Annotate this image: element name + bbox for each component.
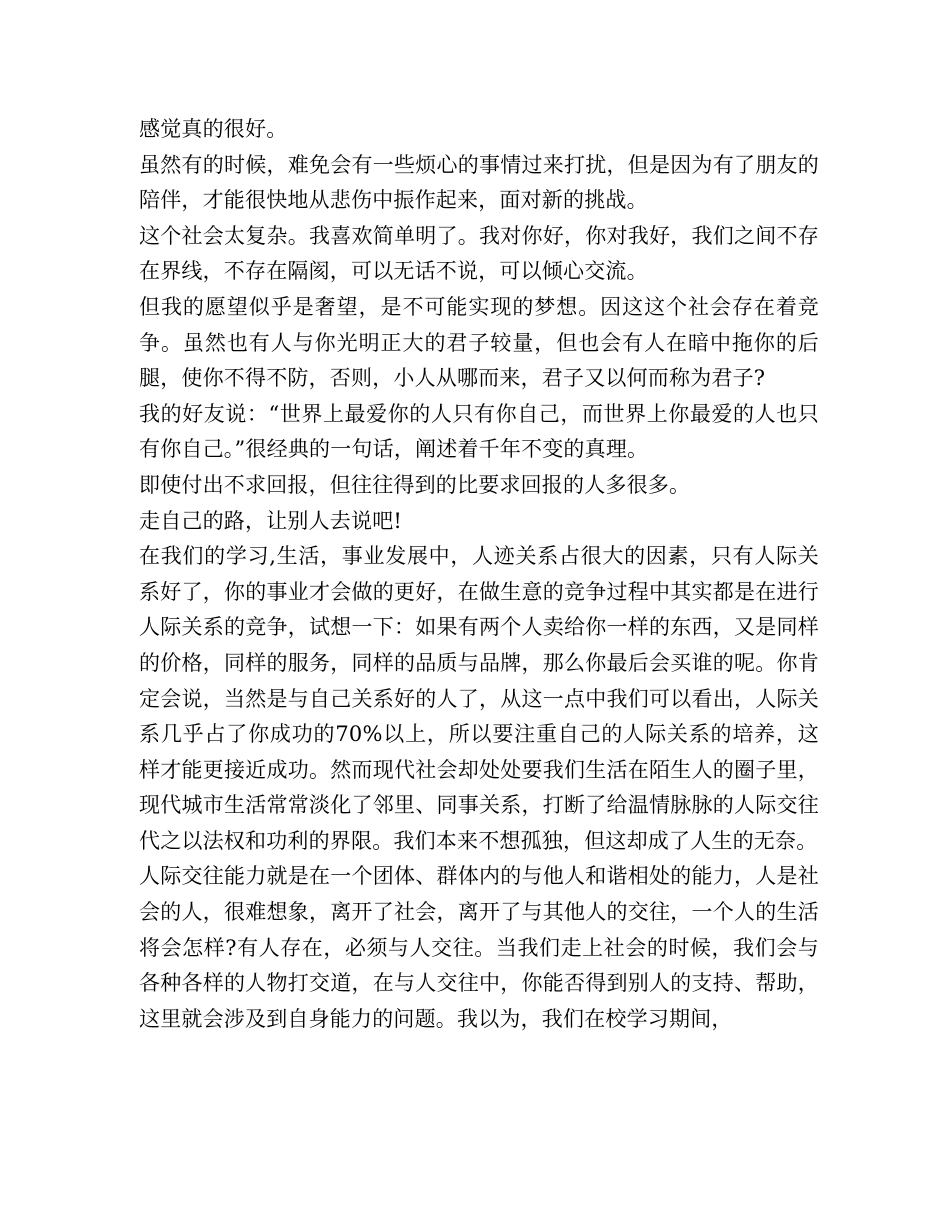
paragraph-1: 感觉真的很好。 [139,117,288,141]
paragraph-5: 我的好友说：“世界上最爱你的人只有你自己，而世界上你最爱的人也只有你自己。”很经典的一句话，阐述着千年不变的真理。 [139,401,819,462]
paragraph-3: 这个社会太复杂。我喜欢简单明了。我对你好，你对我好，我们之间不存在界线，不存在隔阂，可以无话不说，可以倾心交流。 [139,223,819,284]
paragraph-8: 在我们的学习,生活，事业发展中，人迹关系占很大的因素，只有人际关系好了，你的事业才会做的更好，在做生意的竞争过程中其实都是在进行人际关系的竞争，试想一下：如果有两个人卖给你一样的东西，又是同样的价格，同样的服务，同样的品质与品牌，那么你最后会买谁的呢。你肯定会说，当然是与自己关系好的人了，从这一点中我们可以看出，人际关系几乎占了你成功的70%以上，所以要注重自己的人际关系的培养，这样才能更接近成功。然而现代社会却处处要我们生活在陌生人的圈子里，现代城市生活常常淡化了邻里、同事关系，打断了给温情脉脉的人际交往代之以法权和功利的界限。我们本来不想孤独，但这却成了人生的无奈。 [139,544,819,853]
paragraph-9: 人际交往能力就是在一个团体、群体内的与他人和谐相处的能力，人是社会的人，很难想象，离开了社会，离开了与其他人的交往，一个人的生活将会怎样?有人存在，必须与人交往。当我们走上社会的时候，我们会与各种各样的人物打交道，在与人交往中，你能否得到别人的支持、帮助，这里就会涉及到自身能力的问题。我以为，我们在校学习期间， [139,864,819,1031]
paragraph-4: 但我的愿望似乎是奢望，是不可能实现的梦想。因这这个社会存在着竞争。虽然也有人与你光明正大的君子较量，但也会有人在暗中拖你的后腿，使你不得不防，否则，小人从哪而来，君子又以何而称为君子? [139,294,819,391]
document-body [139,112,819,1037]
paragraph-7: 走自己的路，让别人去说吧! [139,508,403,533]
paragraph-2: 虽然有的时候，难免会有一些烦心的事情过来打扰，但是因为有了朋友的陪伴，才能很快地从悲伤中振作起来，面对新的挑战。 [139,152,819,213]
paragraph-6: 即使付出不求回报，但往往得到的比要求回报的人多很多。 [139,472,691,497]
